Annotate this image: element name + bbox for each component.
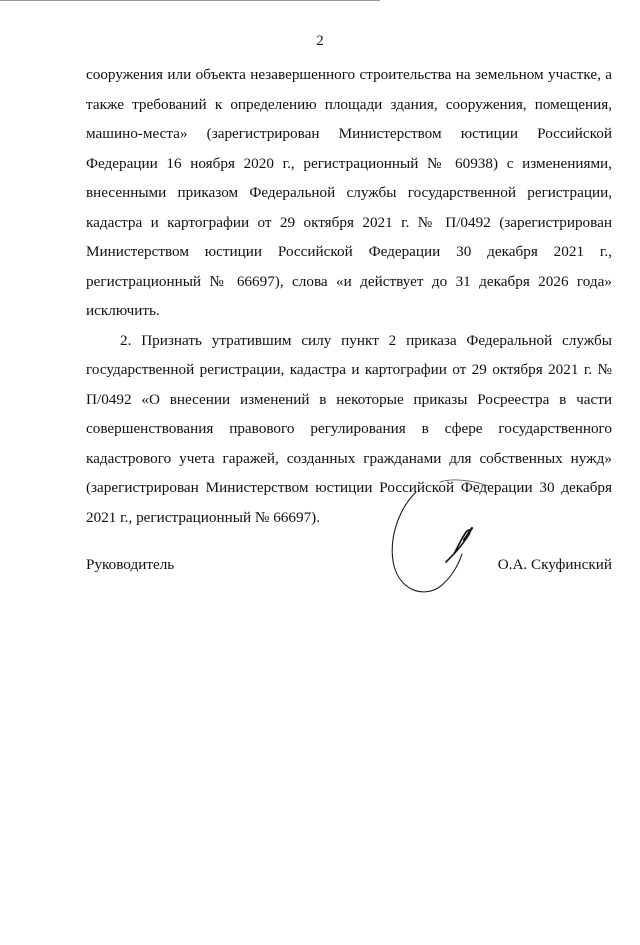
paragraph-item-2: 2. Признать утратившим силу пункт 2 приказа Федеральной службы государственной регистрации, кадастра и картографии от 29 октября 2021 г. № П/0492 «О внесении изменений в некоторые приказы Росреестра в части совершенствования правового регулирования в сфере государственного кадастрового учета гаражей, созданных гражданами для собственных нужд» (зарегистрирован Министерством юстиции Российской Федерации 30 декабря 2021 г., регистрационный № 66697).: [86, 331, 612, 526]
page-number: 2: [316, 33, 324, 49]
document-body: [86, 60, 612, 532]
signatory-role: Руководитель: [86, 556, 175, 573]
paragraph-continuation: сооружения или объекта незавершенного строительства на земельном участке, а также требований к определению площади здания, сооружения, помещения, машино-места» (зарегистрирован Министерством юстиции Российской Федерации 16 ноября 2020 г., регистрационный № 60938) с изменениями, внесенными приказом Федеральной службы государственной регистрации, кадастра и картографии от 29 октября 2021 г. № П/0492 (зарегистрирован Министерством юстиции Российской Федерации 30 декабря 2021 г., регистрационный № 66697), слова «и действует до 31 декабря 2026 года» исключить.: [86, 66, 612, 319]
signatory-name: О.А. Скуфинский: [497, 556, 612, 573]
handwritten-signature: [380, 470, 500, 610]
header-rule: [0, 0, 380, 1]
